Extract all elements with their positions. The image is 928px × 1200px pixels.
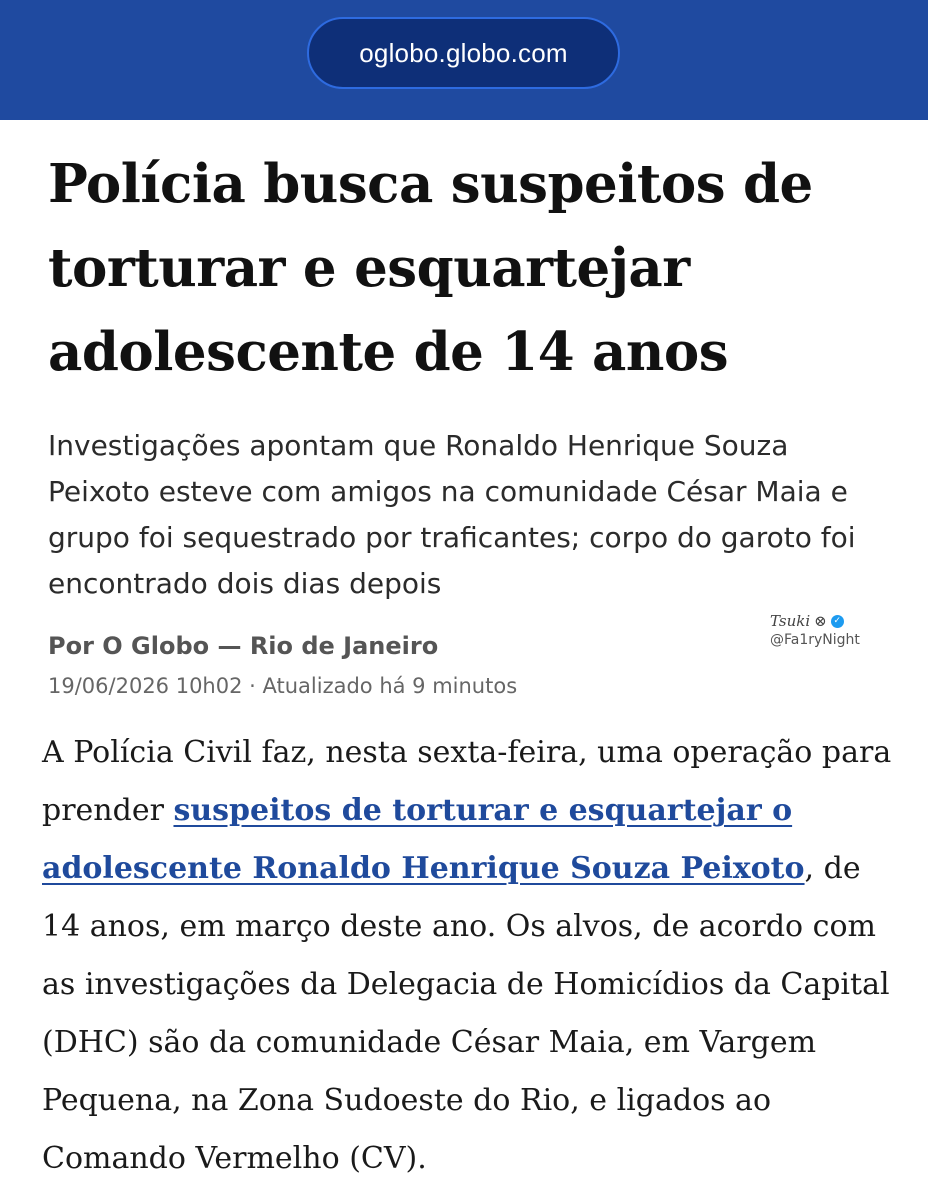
body-text-after-link: , de 14 anos, em março deste ano. Os alvos, de acordo com as investigações da Delegacia de Homicídios da Capital (DHC) são da comunidade César Maia, em Vargem Pequena, na Zona Sudoeste do Rio, e ligados ao Comando Vermelho (CV). [42, 851, 890, 1176]
article-body-paragraph [42, 724, 892, 1188]
article-inline-link[interactable]: suspeitos de torturar e esquartejar o adolescente Ronaldo Henrique Souza Peixoto [42, 793, 805, 886]
watermark-handle: @Fa1ryNight [770, 632, 860, 648]
article-byline: Por O Globo — Rio de Janeiro [48, 632, 439, 660]
watermark-symbol-icon: ⊗ [814, 612, 827, 630]
body-text-before-link: A Polícia Civil faz, nesta sexta-feira, uma operação para prender [42, 735, 892, 828]
article-subtitle: Investigações apontam que Ronaldo Henrique Souza Peixoto esteve com amigos na comunidade César Maia e grupo foi sequestrado por traficantes; corpo do garoto foi encontrado dois dias depois [48, 429, 856, 600]
watermark-name: Tsuki ⊗ ✓ [770, 612, 880, 630]
address-bar[interactable] [307, 17, 620, 89]
article-headline: Polícia busca suspeitos de torturar e esquartejar adolescente de 14 anos [48, 153, 813, 383]
article-dateline: 19/06/2026 10h02 · Atualizado há 9 minutos [48, 674, 518, 698]
verified-badge-icon: ✓ [831, 615, 844, 628]
browser-top-bar [0, 0, 928, 120]
url-text: oglobo.globo.com [359, 37, 568, 68]
watermark [770, 612, 880, 648]
